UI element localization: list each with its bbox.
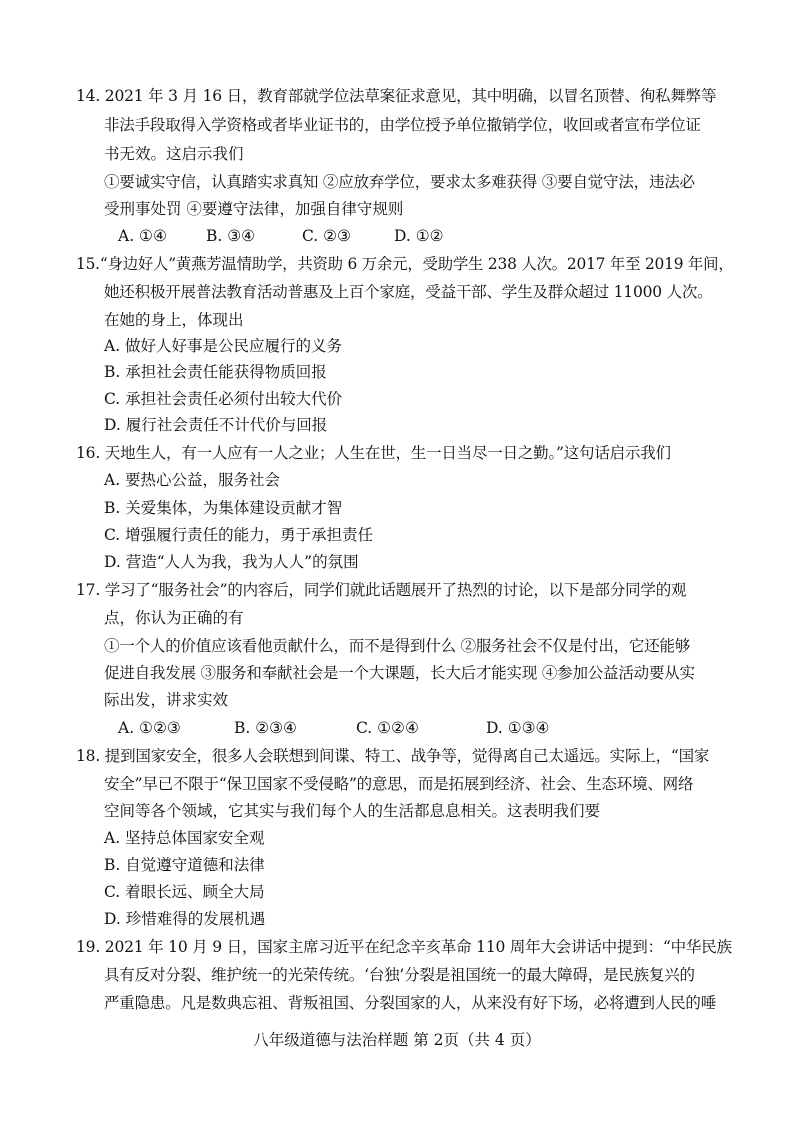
q14-line-2: 非法手段取得入学资格或者毕业证书的，由学位授予单位撤销学位，收回或者宣布学位证 bbox=[104, 116, 701, 134]
q17-line-4: 促进自我发展 ③服务和奉献社会是一个大课题，长大后才能实现 ④参加公益活动要从实 bbox=[104, 664, 695, 682]
q15-option-d: D. 履行社会责任不计代价与回报 bbox=[104, 416, 328, 434]
q17-choices bbox=[118, 718, 549, 738]
q14-choice-a: A. ①④ bbox=[118, 227, 167, 245]
q16-option-c: C. 增强履行责任的能力，勇于承担责任 bbox=[104, 526, 374, 544]
q16-option-d: D. 营造“人人为我，我为人人”的氛围 bbox=[104, 553, 359, 571]
q18-option-c: C. 着眼长远、顾全大局 bbox=[104, 883, 265, 901]
q17-line-1: 17. 学习了“服务社会”的内容后，同学们就此话题展开了热烈的讨论，以下是部分同学的观 bbox=[76, 581, 687, 599]
q14-line-1: 14. 2021 年 3 月 16 日，教育部就学位法草案征求意见，其中明确，以冒名顶替、徇私舞弊等 bbox=[76, 87, 717, 105]
q19-line-2: 具有反对分裂、维护统一的光荣传统。‘台独’分裂是祖国统一的最大障碍，是民族复兴的 bbox=[104, 966, 695, 984]
q15-option-a: A. 做好人好事是公民应履行的义务 bbox=[104, 337, 343, 355]
q15-line-3: 在她的身上，体现出 bbox=[104, 311, 244, 329]
q14-choice-c: C. ②③ bbox=[302, 227, 351, 245]
q17-choice-a: A. ①②③ bbox=[118, 719, 181, 737]
q18-line-3: 空间等各个领域，它其实与我们每个人的生活都息息相关。这表明我们要 bbox=[104, 802, 601, 820]
q15-line-1: 15.“身边好人”黄燕芳温情助学，共资助 6 万余元，受助学生 238 人次。2017 年至 2019 年间， bbox=[76, 255, 734, 273]
q14-choices bbox=[118, 226, 444, 246]
q14-choice-b: B. ③④ bbox=[206, 227, 256, 245]
q15-option-b: B. 承担社会责任能获得物质回报 bbox=[104, 363, 327, 381]
q17-choice-c: C. ①②④ bbox=[356, 719, 419, 737]
q14-line-3: 书无效。这启示我们 bbox=[104, 145, 244, 163]
q16-option-b: B. 关爱集体，为集体建设贡献才智 bbox=[104, 499, 343, 517]
q14-choice-d: D. ①② bbox=[394, 227, 444, 245]
q17-choice-d: D. ①③④ bbox=[486, 719, 550, 737]
q18-option-b: B. 自觉遵守道德和法律 bbox=[104, 856, 265, 874]
q17-choice-b: B. ②③④ bbox=[234, 719, 297, 737]
q19-line-1: 19. 2021 年 10 月 9 日，国家主席习近平在纪念辛亥革命 110 周年大会讲话中提到：“中华民族 bbox=[76, 938, 732, 956]
q16-line-1: 16. 天地生人，有一人应有一人之业；人生在世，生一日当尽一日之勤。”这句话启示我们 bbox=[76, 444, 671, 462]
q14-line-4: ①要诚实守信，认真踏实求真知 ②应放弃学位，要求太多难获得 ③要自觉守法，违法必 bbox=[104, 173, 695, 191]
q18-option-d: D. 珍惜难得的发展机遇 bbox=[104, 910, 266, 928]
q18-line-2: 安全”早已不限于“保卫国家不受侵略”的意思，而是拓展到经济、社会、生态环境、网络 bbox=[104, 775, 694, 793]
q15-option-c: C. 承担社会责任必须付出较大代价 bbox=[104, 390, 343, 408]
q18-option-a: A. 坚持总体国家安全观 bbox=[104, 829, 265, 847]
q18-line-1: 18. 提到国家安全，很多人会联想到间谍、特工、战争等，觉得离自己太遥远。实际上，“国家 bbox=[76, 747, 710, 765]
q14-line-5: 受刑事处罚 ④要遵守法律，加强自律守规则 bbox=[104, 200, 404, 218]
q17-line-2: 点，你认为正确的有 bbox=[104, 609, 244, 627]
q19-line-3: 严重隐患。凡是数典忘祖、背叛祖国、分裂国家的人，从来没有好下场，必将遭到人民的唾 bbox=[104, 994, 717, 1012]
page-footer: 八年级道德与法治样题 第 2页（共 4 页） bbox=[253, 1031, 541, 1049]
q15-line-2: 她还积极开展普法教育活动普惠及上百个家庭，受益干部、学生及群众超过 11000 人次。 bbox=[104, 283, 713, 301]
q16-option-a: A. 要热心公益，服务社会 bbox=[104, 471, 281, 489]
q17-line-3: ①一个人的价值应该看他贡献什么，而不是得到什么 ②服务社会不仅是付出，它还能够 bbox=[104, 637, 691, 655]
q17-line-5: 际出发，讲求实效 bbox=[104, 691, 229, 709]
